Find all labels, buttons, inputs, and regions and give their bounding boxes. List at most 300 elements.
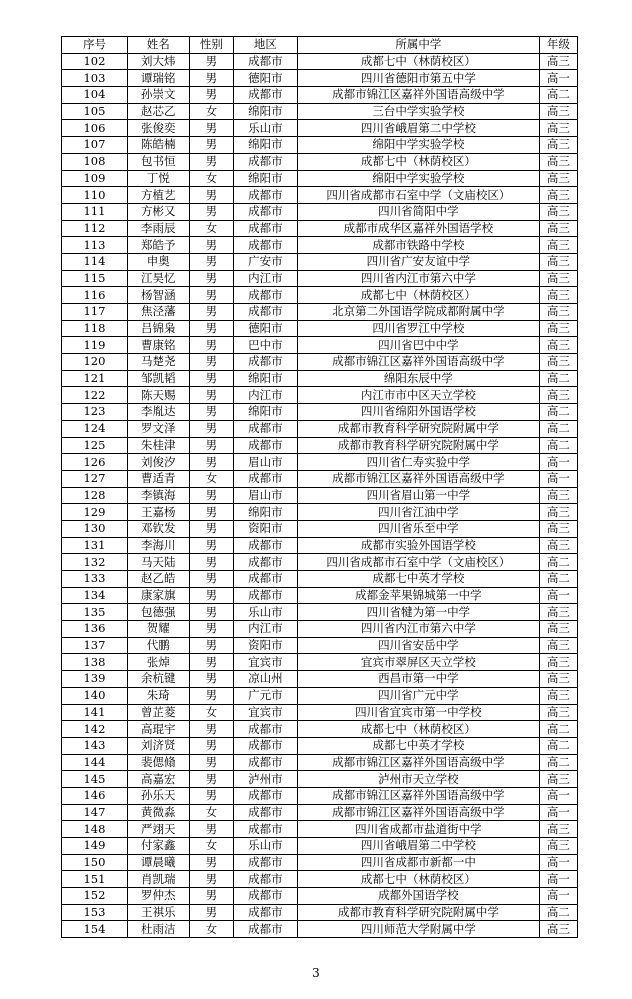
cell-gender: 男	[189, 153, 233, 170]
cell-gender: 女	[189, 804, 233, 821]
cell-grade: 高一	[539, 70, 577, 87]
cell-name: 包书恒	[127, 153, 189, 170]
cell-school: 成都市锦江区嘉祥外国语高级中学	[297, 804, 539, 821]
cell-school: 四川省内江市第六中学	[297, 621, 539, 638]
cell-name: 李胤达	[127, 404, 189, 421]
header-region: 地区	[233, 37, 297, 54]
cell-gender: 男	[189, 737, 233, 754]
cell-gender: 男	[189, 70, 233, 87]
cell-index: 124	[62, 420, 128, 437]
cell-school: 四川省成都市盐道街中学	[297, 821, 539, 838]
table-row	[62, 287, 578, 304]
cell-gender: 女	[189, 838, 233, 855]
cell-school: 四川省成都市石室中学（文庙校区）	[297, 187, 539, 204]
cell-index: 134	[62, 587, 128, 604]
table-row	[62, 604, 578, 621]
cell-region: 德阳市	[233, 320, 297, 337]
cell-index: 127	[62, 470, 128, 487]
table-row	[62, 671, 578, 688]
cell-name: 陈皓楠	[127, 137, 189, 154]
cell-region: 成都市	[233, 737, 297, 754]
cell-name: 赵芯乙	[127, 103, 189, 120]
cell-index: 143	[62, 737, 128, 754]
cell-region: 成都市	[233, 804, 297, 821]
cell-region: 成都市	[233, 203, 297, 220]
cell-name: 方彬又	[127, 203, 189, 220]
cell-school: 四川师范大学附属中学	[297, 921, 539, 938]
cell-region: 成都市	[233, 470, 297, 487]
cell-name: 江昊忆	[127, 270, 189, 287]
cell-region: 成都市	[233, 921, 297, 938]
cell-school: 四川省宜宾市第一中学校	[297, 704, 539, 721]
table-row	[62, 404, 578, 421]
cell-name: 康家旗	[127, 587, 189, 604]
cell-grade: 高二	[539, 420, 577, 437]
header-grade: 年级	[539, 37, 577, 54]
cell-region: 成都市	[233, 220, 297, 237]
table-row	[62, 921, 578, 938]
cell-grade: 高三	[539, 771, 577, 788]
cell-gender: 男	[189, 370, 233, 387]
cell-name: 郑皓予	[127, 237, 189, 254]
cell-grade: 高二	[539, 87, 577, 104]
cell-index: 152	[62, 888, 128, 905]
cell-region: 成都市	[233, 787, 297, 804]
cell-school: 四川省成都市石室中学（文庙校区）	[297, 554, 539, 571]
cell-name: 黄微淼	[127, 804, 189, 821]
cell-region: 宜宾市	[233, 704, 297, 721]
cell-gender: 男	[189, 253, 233, 270]
table-row	[62, 888, 578, 905]
cell-school: 成都七中（林荫校区）	[297, 53, 539, 70]
cell-gender: 男	[189, 587, 233, 604]
cell-name: 邹凯韬	[127, 370, 189, 387]
cell-gender: 男	[189, 454, 233, 471]
cell-gender: 男	[189, 637, 233, 654]
cell-school: 成都七中（林荫校区）	[297, 871, 539, 888]
cell-school: 四川省成都市新都一中	[297, 854, 539, 871]
cell-gender: 女	[189, 220, 233, 237]
cell-index: 142	[62, 721, 128, 738]
table-row	[62, 203, 578, 220]
cell-name: 曹康铭	[127, 337, 189, 354]
cell-grade: 高三	[539, 654, 577, 671]
cell-grade: 高三	[539, 120, 577, 137]
cell-gender: 男	[189, 487, 233, 504]
cell-school: 西昌市第一中学	[297, 671, 539, 688]
table-row	[62, 504, 578, 521]
cell-region: 乐山市	[233, 604, 297, 621]
cell-region: 成都市	[233, 754, 297, 771]
table-row	[62, 253, 578, 270]
cell-grade: 高二	[539, 554, 577, 571]
cell-region: 广安市	[233, 253, 297, 270]
cell-gender: 男	[189, 654, 233, 671]
page-number: 3	[312, 966, 320, 980]
cell-region: 绵阳市	[233, 370, 297, 387]
cell-region: 眉山市	[233, 454, 297, 471]
table-row	[62, 854, 578, 871]
table-row	[62, 270, 578, 287]
cell-grade: 高三	[539, 153, 577, 170]
cell-name: 曹适青	[127, 470, 189, 487]
cell-school: 四川省乐至中学	[297, 520, 539, 537]
cell-grade: 高三	[539, 637, 577, 654]
cell-region: 成都市	[233, 888, 297, 905]
cell-index: 151	[62, 871, 128, 888]
cell-region: 绵阳市	[233, 137, 297, 154]
cell-name: 王祺乐	[127, 904, 189, 921]
cell-gender: 女	[189, 921, 233, 938]
table-row	[62, 354, 578, 371]
cell-grade: 高二	[539, 754, 577, 771]
cell-name: 代鹏	[127, 637, 189, 654]
cell-grade: 高三	[539, 220, 577, 237]
cell-index: 140	[62, 687, 128, 704]
cell-school: 绵阳东辰中学	[297, 370, 539, 387]
cell-gender: 男	[189, 554, 233, 571]
cell-index: 132	[62, 554, 128, 571]
cell-school: 三台中学实验学校	[297, 103, 539, 120]
table-row	[62, 621, 578, 638]
cell-school: 四川省罗江中学校	[297, 320, 539, 337]
cell-index: 114	[62, 253, 128, 270]
cell-index: 106	[62, 120, 128, 137]
table-row	[62, 554, 578, 571]
cell-grade: 高二	[539, 404, 577, 421]
cell-index: 119	[62, 337, 128, 354]
cell-region: 成都市	[233, 871, 297, 888]
table-row	[62, 571, 578, 588]
cell-school: 北京第二外国语学院成都附属中学	[297, 304, 539, 321]
cell-index: 145	[62, 771, 128, 788]
cell-index: 147	[62, 804, 128, 821]
cell-school: 四川省内江市第六中学	[297, 270, 539, 287]
cell-name: 杜雨洁	[127, 921, 189, 938]
table-body	[62, 53, 578, 937]
cell-name: 曾芷菱	[127, 704, 189, 721]
cell-name: 罗文泽	[127, 420, 189, 437]
cell-grade: 高三	[539, 354, 577, 371]
cell-index: 113	[62, 237, 128, 254]
cell-school: 四川省德阳市第五中学	[297, 70, 539, 87]
cell-grade: 高三	[539, 520, 577, 537]
cell-school: 成都市实验外国语学校	[297, 537, 539, 554]
cell-school: 成都七中英才学校	[297, 571, 539, 588]
cell-region: 内江市	[233, 621, 297, 638]
cell-gender: 男	[189, 320, 233, 337]
cell-gender: 男	[189, 537, 233, 554]
cell-gender: 男	[189, 53, 233, 70]
table-row	[62, 637, 578, 654]
cell-name: 赵乙皓	[127, 571, 189, 588]
cell-name: 张焯	[127, 654, 189, 671]
table-row	[62, 838, 578, 855]
cell-grade: 高三	[539, 337, 577, 354]
cell-name: 朱琦	[127, 687, 189, 704]
cell-region: 泸州市	[233, 771, 297, 788]
table-row	[62, 487, 578, 504]
cell-index: 136	[62, 621, 128, 638]
cell-gender: 男	[189, 854, 233, 871]
cell-gender: 男	[189, 671, 233, 688]
cell-name: 孙乐天	[127, 787, 189, 804]
cell-school: 四川省广安友谊中学	[297, 253, 539, 270]
table-row	[62, 904, 578, 921]
cell-gender: 男	[189, 437, 233, 454]
cell-region: 成都市	[233, 187, 297, 204]
cell-index: 109	[62, 170, 128, 187]
cell-name: 高琨宇	[127, 721, 189, 738]
cell-index: 148	[62, 821, 128, 838]
cell-grade: 高二	[539, 721, 577, 738]
cell-region: 绵阳市	[233, 170, 297, 187]
cell-name: 付家鑫	[127, 838, 189, 855]
cell-name: 李雨辰	[127, 220, 189, 237]
cell-school: 四川省峨眉第二中学校	[297, 120, 539, 137]
cell-region: 德阳市	[233, 70, 297, 87]
cell-region: 成都市	[233, 571, 297, 588]
table-row	[62, 153, 578, 170]
cell-gender: 男	[189, 821, 233, 838]
cell-region: 成都市	[233, 721, 297, 738]
cell-name: 罗仲杰	[127, 888, 189, 905]
cell-name: 张俊奕	[127, 120, 189, 137]
cell-region: 成都市	[233, 854, 297, 871]
cell-region: 绵阳市	[233, 103, 297, 120]
cell-region: 成都市	[233, 821, 297, 838]
cell-index: 131	[62, 537, 128, 554]
cell-gender: 男	[189, 237, 233, 254]
cell-name: 肖凯瑞	[127, 871, 189, 888]
cell-grade: 高三	[539, 170, 577, 187]
cell-name: 焦泾藩	[127, 304, 189, 321]
cell-grade: 高三	[539, 921, 577, 938]
cell-gender: 男	[189, 387, 233, 404]
cell-region: 成都市	[233, 304, 297, 321]
cell-grade: 高二	[539, 437, 577, 454]
cell-school: 绵阳中学实验学校	[297, 170, 539, 187]
cell-region: 成都市	[233, 87, 297, 104]
table-row	[62, 787, 578, 804]
cell-school: 成都七中英才学校	[297, 737, 539, 754]
cell-grade: 高三	[539, 187, 577, 204]
cell-grade: 高三	[539, 103, 577, 120]
cell-region: 广元市	[233, 687, 297, 704]
cell-name: 刘大炜	[127, 53, 189, 70]
cell-grade: 高三	[539, 604, 577, 621]
cell-gender: 男	[189, 120, 233, 137]
cell-name: 李镇海	[127, 487, 189, 504]
cell-name: 朱桂津	[127, 437, 189, 454]
cell-gender: 男	[189, 504, 233, 521]
table-row	[62, 470, 578, 487]
cell-grade: 高二	[539, 370, 577, 387]
cell-gender: 男	[189, 621, 233, 638]
cell-index: 150	[62, 854, 128, 871]
cell-gender: 男	[189, 871, 233, 888]
cell-region: 成都市	[233, 237, 297, 254]
cell-gender: 女	[189, 470, 233, 487]
table-row	[62, 70, 578, 87]
cell-gender: 男	[189, 721, 233, 738]
cell-grade: 高三	[539, 53, 577, 70]
cell-index: 123	[62, 404, 128, 421]
cell-school: 绵阳中学实验学校	[297, 137, 539, 154]
table-row	[62, 387, 578, 404]
cell-school: 四川省江油中学	[297, 504, 539, 521]
cell-region: 成都市	[233, 587, 297, 604]
cell-name: 谭晨曦	[127, 854, 189, 871]
cell-index: 108	[62, 153, 128, 170]
cell-name: 高嘉宏	[127, 771, 189, 788]
cell-region: 成都市	[233, 153, 297, 170]
cell-region: 眉山市	[233, 487, 297, 504]
cell-region: 绵阳市	[233, 504, 297, 521]
cell-index: 135	[62, 604, 128, 621]
cell-gender: 男	[189, 404, 233, 421]
cell-gender: 女	[189, 170, 233, 187]
cell-name: 孙崇文	[127, 87, 189, 104]
table-row	[62, 320, 578, 337]
cell-gender: 女	[189, 103, 233, 120]
cell-school: 泸州市天立学校	[297, 771, 539, 788]
cell-region: 凉山州	[233, 671, 297, 688]
cell-index: 139	[62, 671, 128, 688]
cell-school: 成都市锦江区嘉祥外国语高级中学	[297, 787, 539, 804]
cell-grade: 高三	[539, 687, 577, 704]
cell-grade: 高三	[539, 203, 577, 220]
cell-region: 绵阳市	[233, 404, 297, 421]
cell-grade: 高三	[539, 621, 577, 638]
cell-index: 103	[62, 70, 128, 87]
cell-index: 121	[62, 370, 128, 387]
cell-grade: 高一	[539, 871, 577, 888]
cell-grade: 高一	[539, 587, 577, 604]
cell-school: 成都市铁路中学校	[297, 237, 539, 254]
cell-index: 149	[62, 838, 128, 855]
cell-grade: 高一	[539, 804, 577, 821]
cell-region: 宜宾市	[233, 654, 297, 671]
cell-index: 120	[62, 354, 128, 371]
cell-school: 成都市锦江区嘉祥外国语高级中学	[297, 754, 539, 771]
cell-school: 成都七中（林荫校区）	[297, 153, 539, 170]
cell-name: 马楚尧	[127, 354, 189, 371]
cell-school: 四川省仁寿实验中学	[297, 454, 539, 471]
cell-region: 乐山市	[233, 120, 297, 137]
cell-school: 成都市锦江区嘉祥外国语高级中学	[297, 470, 539, 487]
cell-index: 111	[62, 203, 128, 220]
cell-region: 巴中市	[233, 337, 297, 354]
cell-grade: 高三	[539, 504, 577, 521]
cell-grade: 高三	[539, 821, 577, 838]
cell-grade: 高三	[539, 704, 577, 721]
cell-gender: 男	[189, 203, 233, 220]
cell-index: 115	[62, 270, 128, 287]
cell-name: 邓钦发	[127, 520, 189, 537]
cell-grade: 高一	[539, 454, 577, 471]
cell-region: 内江市	[233, 270, 297, 287]
cell-school: 四川省峨眉第二中学校	[297, 838, 539, 855]
cell-index: 125	[62, 437, 128, 454]
header-name: 姓名	[127, 37, 189, 54]
cell-gender: 男	[189, 270, 233, 287]
cell-region: 成都市	[233, 354, 297, 371]
cell-gender: 男	[189, 687, 233, 704]
cell-index: 141	[62, 704, 128, 721]
table-row	[62, 137, 578, 154]
cell-gender: 男	[189, 354, 233, 371]
cell-gender: 男	[189, 187, 233, 204]
cell-region: 成都市	[233, 537, 297, 554]
cell-gender: 男	[189, 604, 233, 621]
cell-gender: 男	[189, 137, 233, 154]
cell-grade: 高一	[539, 470, 577, 487]
cell-school: 四川省安岳中学	[297, 637, 539, 654]
cell-name: 方植艺	[127, 187, 189, 204]
cell-school: 成都外国语学校	[297, 888, 539, 905]
cell-gender: 男	[189, 888, 233, 905]
cell-index: 146	[62, 787, 128, 804]
table-row	[62, 520, 578, 537]
cell-region: 成都市	[233, 53, 297, 70]
table-row	[62, 687, 578, 704]
cell-grade: 高三	[539, 304, 577, 321]
cell-index: 107	[62, 137, 128, 154]
cell-index: 116	[62, 287, 128, 304]
cell-index: 126	[62, 454, 128, 471]
cell-school: 成都市锦江区嘉祥外国语高级中学	[297, 87, 539, 104]
cell-gender: 男	[189, 304, 233, 321]
table-row	[62, 170, 578, 187]
cell-grade: 高二	[539, 737, 577, 754]
table-row	[62, 537, 578, 554]
cell-grade: 高三	[539, 487, 577, 504]
cell-region: 成都市	[233, 287, 297, 304]
table-row	[62, 120, 578, 137]
table-row	[62, 187, 578, 204]
cell-gender: 男	[189, 520, 233, 537]
cell-grade: 高三	[539, 320, 577, 337]
cell-name: 谭瑞铭	[127, 70, 189, 87]
cell-index: 130	[62, 520, 128, 537]
cell-school: 四川省广元中学	[297, 687, 539, 704]
cell-index: 118	[62, 320, 128, 337]
cell-name: 吕锦枭	[127, 320, 189, 337]
table-row	[62, 337, 578, 354]
cell-index: 154	[62, 921, 128, 938]
cell-grade: 高三	[539, 287, 577, 304]
cell-grade: 高三	[539, 137, 577, 154]
cell-region: 乐山市	[233, 838, 297, 855]
table-row	[62, 437, 578, 454]
header-school: 所属中学	[297, 37, 539, 54]
cell-grade: 高一	[539, 854, 577, 871]
cell-region: 成都市	[233, 420, 297, 437]
cell-name: 马天陆	[127, 554, 189, 571]
cell-region: 成都市	[233, 554, 297, 571]
cell-index: 129	[62, 504, 128, 521]
cell-index: 105	[62, 103, 128, 120]
cell-gender: 男	[189, 571, 233, 588]
table-row	[62, 587, 578, 604]
table-row	[62, 721, 578, 738]
cell-index: 144	[62, 754, 128, 771]
cell-name: 裴偲翛	[127, 754, 189, 771]
cell-region: 资阳市	[233, 520, 297, 537]
cell-index: 122	[62, 387, 128, 404]
table-header-row	[62, 37, 578, 54]
